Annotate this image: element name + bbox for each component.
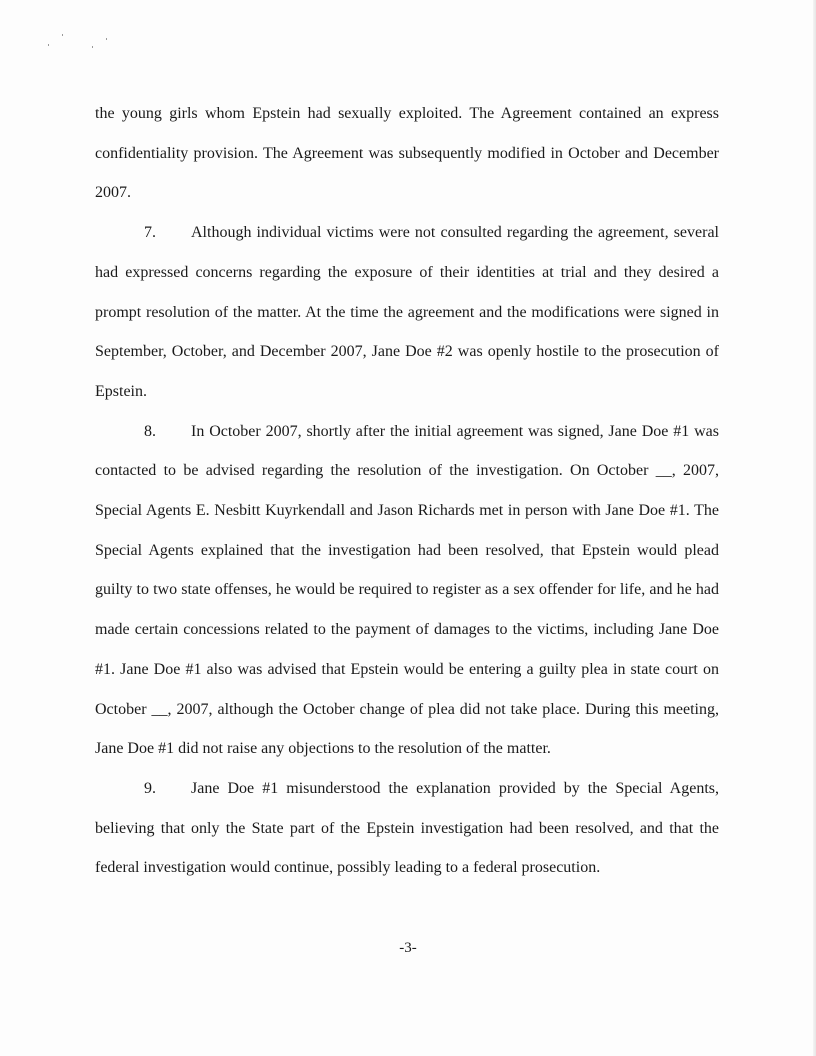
paragraph-number: 8. bbox=[144, 422, 156, 440]
paragraph-continuation: the young girls whom Epstein had sexually exploited. The Agreement contained an express confidentiality provision. The Agreement was subsequently modified in October and December 2007. bbox=[95, 105, 719, 202]
scan-speck bbox=[106, 38, 107, 40]
document-body bbox=[95, 94, 719, 888]
paragraph-9 bbox=[95, 769, 719, 888]
scan-speck bbox=[48, 44, 49, 46]
paragraph-text: In October 2007, shortly after the initial agreement was signed, Jane Doe #1 was contacted to be advised regarding the resolution of the investigation. On October __, 2007, Special Agents E. Nesbitt Kuyrkendall and Jason Richards met in person with Jane Doe #1. The Special Agents explained that the investigation had been resolved, that Epstein would plead guilty to two state offenses, he would be required to register as a sex offender for life, and he had made certain concessions related to the payment of damages to the victims, including Jane Doe #1. Jane Doe #1 also was advised that Epstein would be entering a guilty plea in state court on October __, 2007, although the October change of plea did not take place. During this meeting, Jane Doe #1 did not raise any objections to the resolution of the matter. bbox=[95, 422, 719, 758]
paragraph-text: Jane Doe #1 misunderstood the explanation provided by the Special Agents, believing that only the State part of the Epstein investigation had been resolved, and that the federal investigation would continue, possibly leading to a federal prosecution. bbox=[95, 779, 719, 877]
paragraph-7 bbox=[95, 213, 719, 412]
paragraph-8 bbox=[95, 412, 719, 769]
page-number: -3- bbox=[399, 940, 417, 956]
paragraph-text: Although individual victims were not consulted regarding the agreement, several had expressed concerns regarding the exposure of their identities at trial and they desired a prompt resolution of the matter. At the time the agreement and the modifications were signed in September, October, and December 2007, Jane Doe #2 was openly hostile to the prosecution of Epstein. bbox=[95, 224, 719, 400]
paragraph-number: 7. bbox=[144, 224, 156, 242]
scan-speck bbox=[62, 34, 63, 36]
paragraph-number: 9. bbox=[144, 779, 156, 797]
scan-speck bbox=[92, 46, 93, 48]
